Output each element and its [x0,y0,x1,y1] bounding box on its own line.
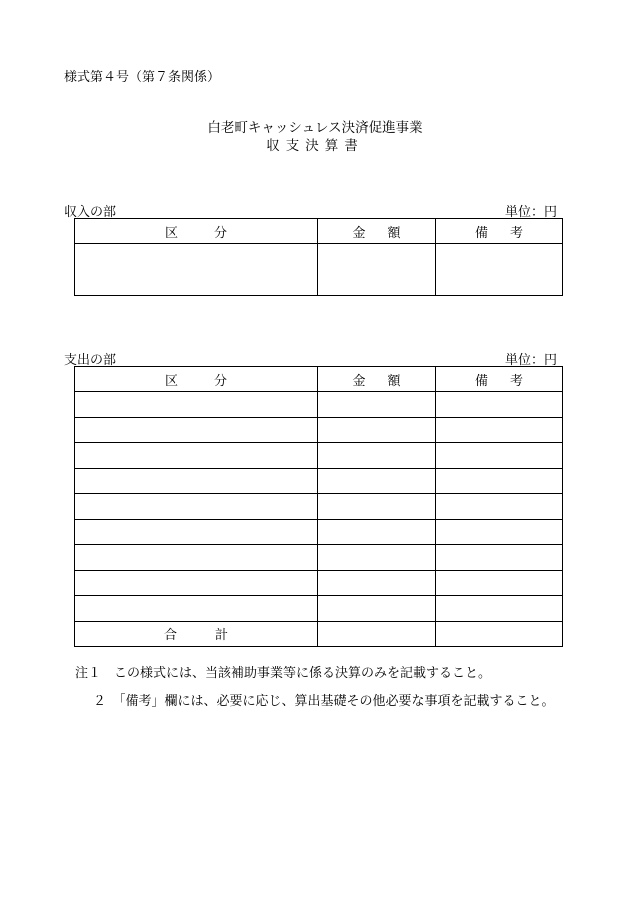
expense-remarks-cell[interactable] [436,443,563,469]
expense-remarks-cell[interactable] [436,494,563,520]
expense-remarks-cell[interactable] [436,570,563,596]
expense-remarks-cell[interactable] [436,392,563,418]
income-section-label: 収入の部 [64,205,117,220]
document-title: 白老町キャッシュレス決済促進事業 [207,120,423,136]
expense-remarks-cell[interactable] [436,468,563,494]
expense-category-cell[interactable] [75,519,318,545]
column-header-category: 区分 [75,367,318,392]
expense-category-cell[interactable] [75,545,318,571]
column-header-amount: 金額 [318,367,436,392]
expense-amount-cell[interactable] [318,468,436,494]
expense-category-cell[interactable] [75,570,318,596]
table-row [75,545,563,571]
expense-remarks-cell[interactable] [436,596,563,622]
expense-unit-label: 単位：円 [504,353,557,368]
expense-amount-cell[interactable] [318,417,436,443]
expense-amount-cell[interactable] [318,519,436,545]
table-row [75,519,563,545]
expense-section-label: 支出の部 [64,353,117,368]
expense-remarks-cell[interactable] [436,545,563,571]
expense-category-cell[interactable] [75,417,318,443]
total-row [75,621,563,647]
expense-category-cell[interactable] [75,468,318,494]
expense-category-cell[interactable] [75,392,318,418]
total-label: 合計 [75,621,318,647]
expense-amount-cell[interactable] [318,494,436,520]
income-category-cell[interactable] [75,244,318,296]
note-1: 注１ この様式には、当該補助事業等に係る決算のみを記載すること。 [75,666,492,681]
table-row [75,570,563,596]
form-number-label: 様式第４号（第７条関係） [64,70,221,85]
column-header-amount: 金額 [318,219,436,244]
expense-category-cell[interactable] [75,443,318,469]
expense-amount-cell[interactable] [318,570,436,596]
total-amount-cell[interactable] [318,621,436,647]
note-2: ２ 「備考」欄には、必要に応じ、算出基礎その他必要な事項を記載すること。 [93,694,555,709]
column-header-remarks: 備考 [436,367,563,392]
expense-table [74,366,563,647]
table-row [75,392,563,418]
expense-remarks-cell[interactable] [436,519,563,545]
expense-remarks-cell[interactable] [436,417,563,443]
table-row [75,443,563,469]
expense-amount-cell[interactable] [318,545,436,571]
expense-amount-cell[interactable] [318,392,436,418]
table-row [75,244,563,296]
column-header-remarks: 備考 [436,219,563,244]
table-row [75,494,563,520]
expense-category-cell[interactable] [75,596,318,622]
income-table [74,218,563,296]
income-header-row [75,219,563,244]
expense-header-row [75,367,563,392]
expense-amount-cell[interactable] [318,596,436,622]
column-header-category: 区分 [75,219,318,244]
table-row [75,417,563,443]
income-amount-cell[interactable] [318,244,436,296]
table-row [75,596,563,622]
total-remarks-cell[interactable] [436,621,563,647]
expense-amount-cell[interactable] [318,443,436,469]
income-unit-label: 単位：円 [504,205,557,220]
table-row [75,468,563,494]
document-subtitle: 収支決算書 [266,138,364,154]
income-remarks-cell[interactable] [436,244,563,296]
expense-category-cell[interactable] [75,494,318,520]
